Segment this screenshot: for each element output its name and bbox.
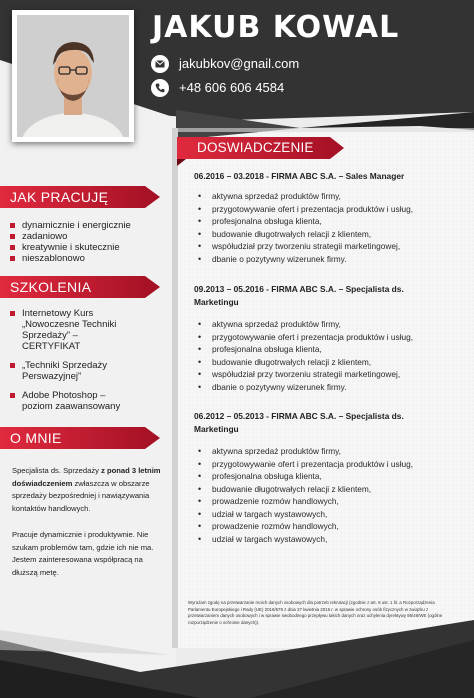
list-item: • aktywna sprzedaż produktów firmy, — [198, 318, 413, 331]
phone-text[interactable]: +48 606 606 4584 — [179, 80, 285, 95]
about-text: Specjalista ds. Sprzedaży — [12, 466, 102, 475]
list-item: • dbanie o pozytywny wizerunek firmy. — [198, 381, 413, 394]
list-item: • budowanie długotrwałych relacji z klientem, — [198, 228, 413, 241]
list-item: • udział w targach wystawowych, — [198, 508, 413, 521]
list-item: • przygotowywanie ofert i prezentacja produktów i usług, — [198, 203, 413, 216]
list-item: Internetowy Kurs „Nowoczesne Techniki Sprzedaży” – CERTYFIKAT — [10, 308, 135, 352]
section-title-about: O MNIE — [10, 430, 62, 446]
list-item: • udział w targach wystawowych, — [198, 533, 413, 546]
list-item: • prowadzenie rozmów handlowych, — [198, 520, 413, 533]
candidate-name: JAKUB KOWAL — [152, 10, 400, 45]
gdpr-consent-clause: Wyrażam zgodę na przetwarzanie moich danych osobowych dla potrzeb rekrutacji (zgodnie z art. 6 ust. 1 lit. a Rozporządzenia Parlamentu Europejskiego i Rady (UE) 2016/679 z dnia 27 kwietnia 2016 r. w sprawie ochrony osób fizycznych w związku z przetwarzaniem danych osobowych i w sprawie swobodnego przepływu takich danych oraz uchylenia dyrektywy 95/46/WE (ogólne rozporządzenie o ochronie danych)). — [188, 600, 443, 625]
envelope-icon — [151, 55, 169, 73]
section-title-how-i-work: JAK PRACUJĘ — [10, 189, 109, 205]
list-item: • aktywna sprzedaż produktów firmy, — [198, 190, 413, 203]
job-duties-list — [198, 190, 413, 265]
list-item: • współudział przy tworzeniu strategii marketingowej, — [198, 240, 413, 253]
about-text-bold: z ponad 3 letnim doświadczeniem — [12, 466, 161, 488]
list-item: zadaniowo — [10, 231, 160, 242]
list-item: • budowanie długotrwałych relacji z klientem, — [198, 356, 413, 369]
job-duties-list — [198, 445, 413, 545]
section-title-training: SZKOLENIA — [10, 279, 92, 295]
phone-icon — [151, 79, 169, 97]
list-item: nieszablonowo — [10, 253, 160, 264]
job-title: 06.2016 – 03.2018 - FIRMA ABC S.A. – Sales Manager — [194, 171, 405, 181]
list-item: • przygotowywanie ofert i prezentacja produktów i usług, — [198, 331, 413, 344]
how-i-work-list — [10, 220, 160, 264]
email-text[interactable]: jakubkov@gnail.com — [179, 56, 300, 71]
about-paragraph-1 — [12, 465, 162, 515]
list-item: „Techniki Sprzedaży Perswazyjnej” — [10, 360, 135, 382]
list-item: dynamicznie i energicznie — [10, 220, 160, 231]
list-item: • przygotowywanie ofert i prezentacja produktów i usług, — [198, 458, 413, 471]
list-item: Adobe Photoshop – poziom zaawansowany — [10, 390, 135, 412]
job-title: 09.2013 – 05.2016 - FIRMA ABC S.A. – Specjalista ds. Marketingu — [194, 284, 404, 307]
profile-photo — [17, 15, 129, 137]
list-item: • współudział przy tworzeniu strategii marketingowej, — [198, 368, 413, 381]
job-title: 06.2012 – 05.2013 - FIRMA ABC S.A. – Specjalista ds. Marketingu — [194, 411, 404, 434]
training-list — [10, 308, 135, 420]
job-duties-list — [198, 318, 413, 393]
phone-row — [151, 79, 451, 99]
list-item: • profesjonalna obsługa klienta, — [198, 470, 413, 483]
email-row — [151, 55, 451, 75]
list-item: • dbanie o pozytywny wizerunek firmy. — [198, 253, 413, 266]
list-item: • prowadzenie rozmów handlowych, — [198, 495, 413, 508]
list-item: • aktywna sprzedaż produktów firmy, — [198, 445, 413, 458]
list-item: • profesjonalna obsługa klienta, — [198, 215, 413, 228]
section-title-experience: DOSWIADCZENIE — [197, 140, 314, 155]
about-paragraph-2: Pracuje dynamicznie i produktywnie. Nie szukam problemów tam, gdzie ich nie ma. Jestem zainteresowana współpracą na dłuższą metę. — [12, 530, 154, 577]
list-item: • budowanie długotrwałych relacji z klientem, — [198, 483, 413, 496]
list-item: kreatywnie i skutecznie — [10, 242, 160, 253]
list-item: • profesjonalna obsługa klienta, — [198, 343, 413, 356]
profile-photo-frame — [12, 10, 134, 142]
about-text: zwłaszcza w obszarze sprzedaży bezpośredniej i nawiązywania kontaktów handlowych. — [12, 478, 150, 513]
